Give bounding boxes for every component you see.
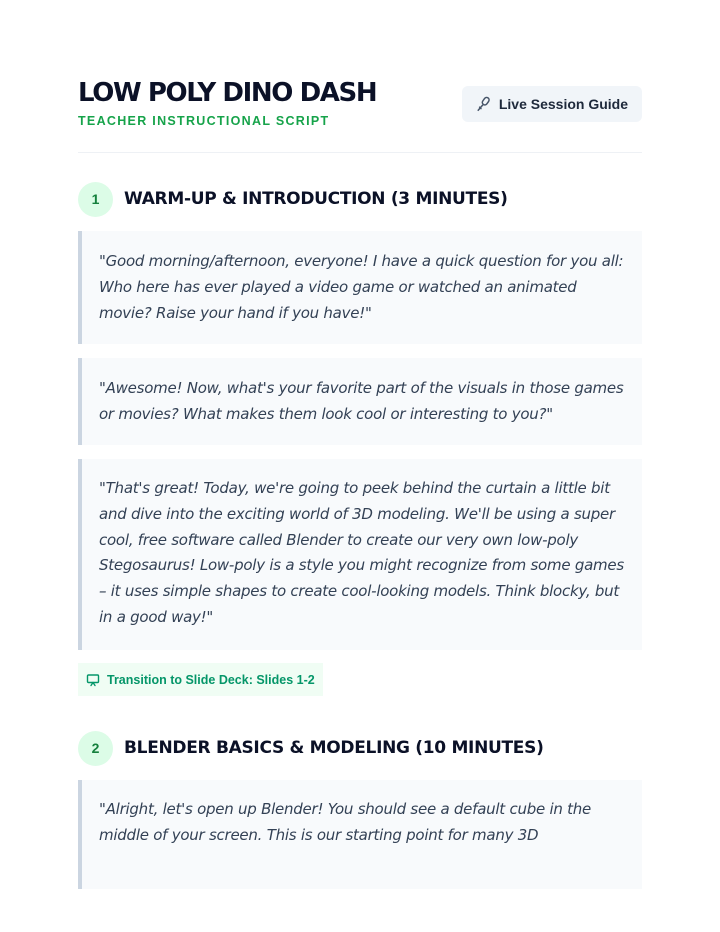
page-subtitle: TEACHER INSTRUCTIONAL SCRIPT (78, 114, 330, 128)
page-header (78, 78, 642, 128)
section-number-badge: 1 (78, 182, 113, 217)
section-title: BLENDER BASICS & MODELING (10 MINUTES) (124, 738, 544, 758)
section-title: WARM-UP & INTRODUCTION (3 MINUTES) (124, 189, 508, 209)
microphone-icon (476, 96, 492, 112)
transition-label: Transition to Slide Deck: Slides 1-2 (107, 672, 315, 687)
script-quote: "Good morning/afternoon, everyone! I have a quick question for you all: Who here has ever played a video game or watched an animated movie? Raise your hand if you have!" (78, 231, 642, 344)
section-number-badge: 2 (78, 731, 113, 766)
script-quote: "That's great! Today, we're going to peek behind the curtain a little bit and dive into the exciting world of 3D modeling. We'll be using a super cool, free software called Blender to create our very own low-poly Stegosaurus! Low-poly is a style you might recognize from some games – it uses simple shapes to create cool-looking models. Think blocky, but in a good way!" (78, 459, 642, 650)
transition-note (78, 663, 323, 696)
live-session-guide-label: Live Session Guide (498, 96, 628, 112)
live-session-guide-button[interactable] (462, 86, 642, 122)
page-title: LOW POLY DINO DASH (78, 78, 377, 108)
section-2-header (78, 730, 642, 766)
script-quote: "Alright, let's open up Blender! You should see a default cube in the middle of your screen. This is our starting point for many 3D (78, 780, 642, 889)
header-divider (78, 152, 642, 153)
section-1-header (78, 181, 642, 217)
script-quote: "Awesome! Now, what's your favorite part of the visuals in those games or movies? What makes them look cool or interesting to you?" (78, 358, 642, 445)
presentation-icon (86, 673, 100, 687)
